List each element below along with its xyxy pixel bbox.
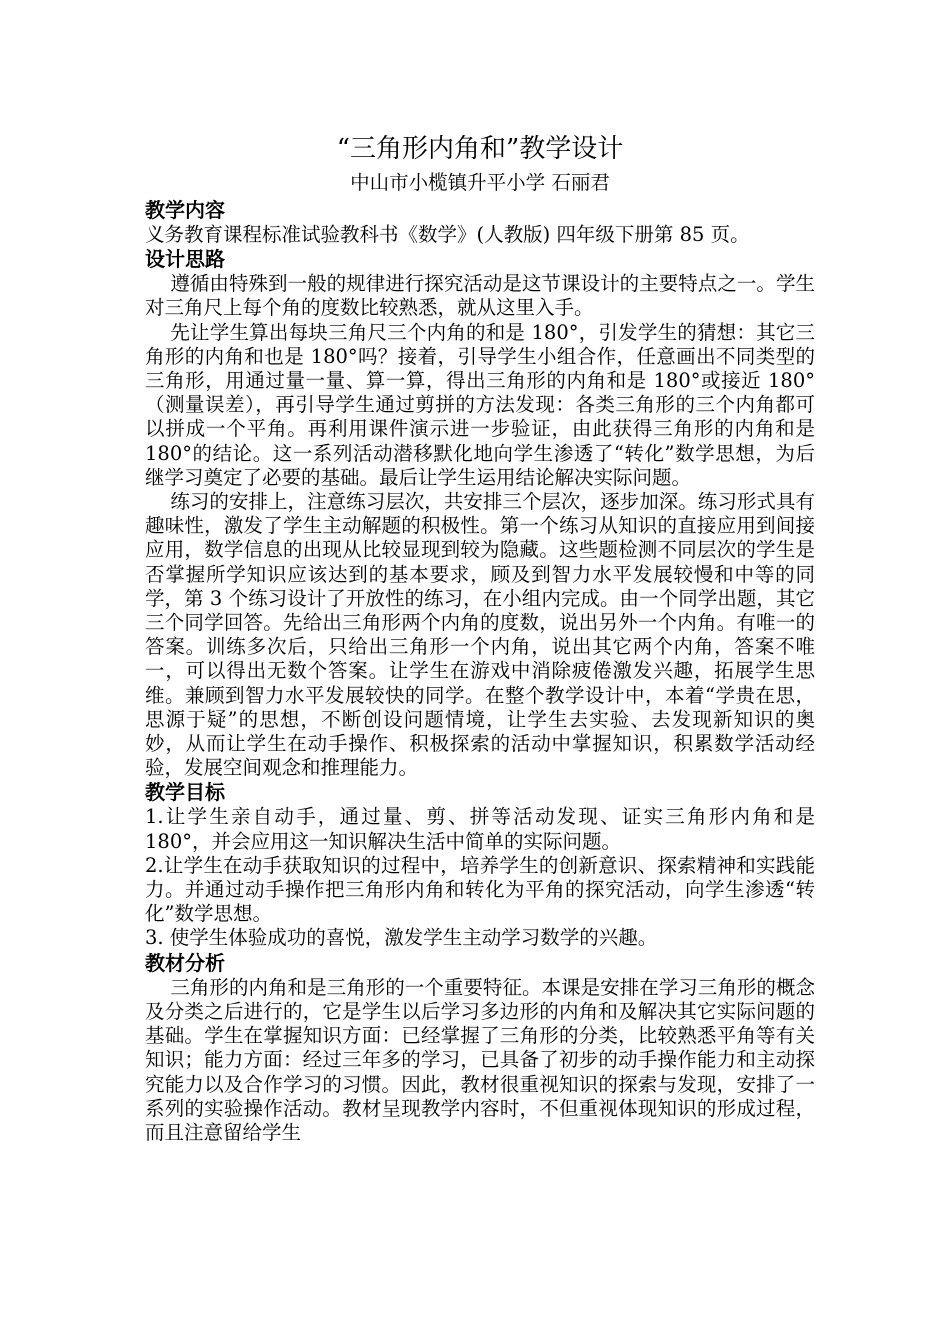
design-paragraph: 先让学生算出每块三角尺三个内角的和是 180°，引发学生的猜想：其它三角形的内角和也是 180°吗？接着，引导学生小组合作，任意画出不同类型的三角形，用通过量一量、算一算，得出三角形的内角和是 180°或接近 180°（测量误差），再引导学生通过剪拼的方法发现：各类三角形的三个内角都可以拼成一个平角。再利用课件演示进一步验证，由此获得三角形的内角和是 180°的结论。这一系列活动潜移默化地向学生渗透了“转化”数学思想，为后继学习奠定了必要的基础。最后让学生运用结论解决实际问题。 xyxy=(145,320,815,489)
goal-item: 2.让学生在动手获取知识的过程中，培养学生的创新意识、探索精神和实践能力。并通过动手操作把三角形内角和转化为平角的探究活动，向学生渗透“转化”数学思想。 xyxy=(145,853,815,926)
design-paragraph: 遵循由特殊到一般的规律进行探究活动是这节课设计的主要特点之一。学生对三角尺上每个角的度数比较熟悉，就从这里入手。 xyxy=(145,272,815,320)
section-heading-design: 设计思路 xyxy=(145,247,225,272)
analysis-paragraph: 三角形的内角和是三角形的一个重要特征。本课是安排在学习三角形的概念及分类之后进行的，它是学生以后学习多边形的内角和及解决其它实际问题的基础。学生在掌握知识方面：已经掌握了三角形的分类，比较熟悉平角等有关知识；能力方面：经过三年多的学习，已具备了初步的动手操作能力和主动探究能力以及合作学习的习惯。因此，教材很重视知识的探索与发现，安排了一系列的实验操作活动。教材呈现教学内容时，不但重视体现知识的形成过程，而且注意留给学生 xyxy=(145,975,815,1144)
section-heading-goals: 教学目标 xyxy=(145,780,225,805)
goal-item: 3. 使学生体验成功的喜悦，激发学生主动学习数学的兴趣。 xyxy=(145,926,658,950)
section-heading-content: 教学内容 xyxy=(145,198,225,222)
design-paragraph: 练习的安排上，注意练习层次，共安排三个层次，逐步加深。练习形式具有趣味性，激发了学生主动解题的积极性。第一个练习从知识的直接应用到间接应用，数学信息的出现从比较显现到较为隐藏。这些题检测不同层次的学生是否掌握所学知识应该达到的基本要求，顾及到智力水平发展较慢和中等的同学，第 3 个练习设计了开放性的练习，在小组内完成。由一个同学出题，其它三个同学回答。先给出三角形两个内角的度数，说出另外一个内角。有唯一的答案。训练多次后，只给出三角形一个内角，说出其它两个内角，答案不唯一，可以得出无数个答案。让学生在游戏中消除疲倦激发兴趣，拓展学生思维。兼顾到智力水平发展较快的同学。在整个教学设计中，本着“学贵在思，思源于疑”的思想，不断创设问题情境，让学生去实验、去发现新知识的奥妙，从而让学生在动手操作、积极探索的活动中掌握知识，积累数学活动经验，发展空间观念和推理能力。 xyxy=(145,490,815,780)
content-text: 义务教育课程标准试验教科书《数学》(人教版) 四年级下册第 85 页。 xyxy=(145,223,750,246)
document-page xyxy=(145,128,815,1145)
goal-item: 1.让学生亲自动手，通过量、剪、拼等活动发现、证实三角形内角和是 180°，并会应用这一知识解决生活中简单的实际问题。 xyxy=(145,805,815,853)
document-title: “三角形内角和”教学设计 xyxy=(336,134,624,164)
document-author: 中山市小榄镇升平小学 石丽君 xyxy=(350,171,610,194)
section-heading-analysis: 教材分析 xyxy=(145,950,225,975)
